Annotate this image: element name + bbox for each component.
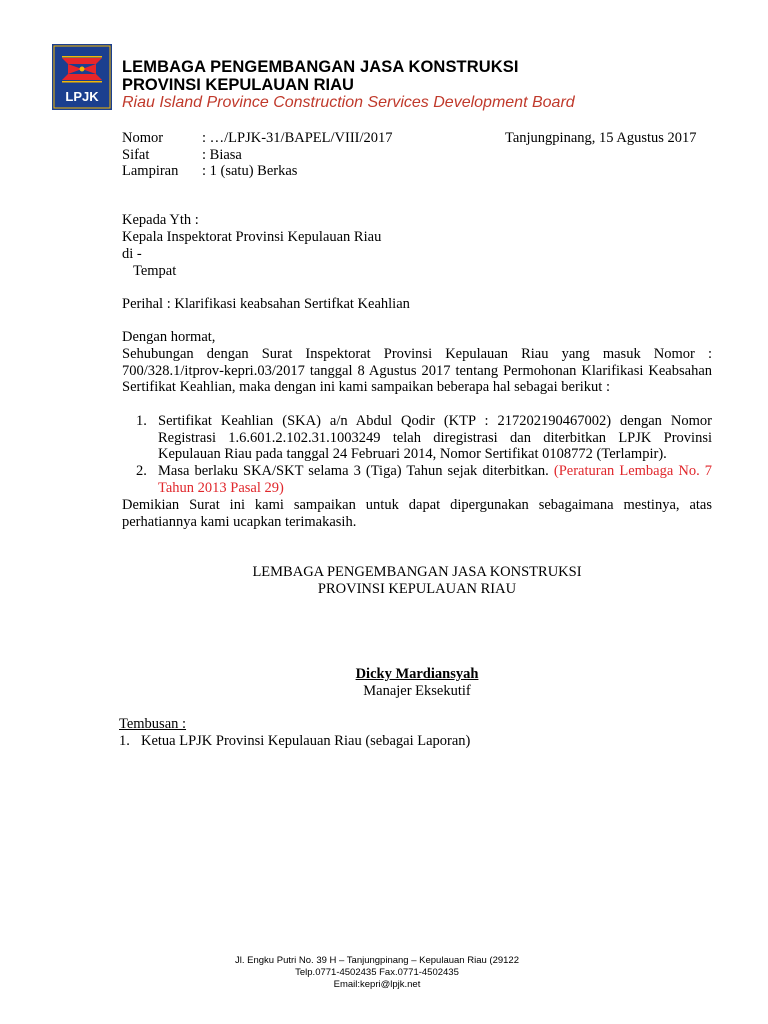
emblem-icon xyxy=(62,56,102,83)
cc-item-text: Ketua LPJK Provinsi Kepulauan Riau (sebagai Laporan) xyxy=(141,733,471,749)
logo-text: LPJK xyxy=(65,89,99,104)
footer-phone: Telp.0771-4502435 Fax.0771-4502435 xyxy=(295,967,459,978)
footer-email: Email:kepri@lpjk.net xyxy=(333,979,421,990)
nomor-label: Nomor xyxy=(122,130,164,146)
sifat-value: : Biasa xyxy=(202,147,242,163)
greeting: Dengan hormat, xyxy=(122,329,216,345)
org-name-line2: PROVINSI KEPULAUAN RIAU xyxy=(122,76,354,94)
sifat-label: Sifat xyxy=(122,147,150,163)
place-date: Tanjungpinang, 15 Agustus 2017 xyxy=(505,130,697,146)
recipient-tempat: Tempat xyxy=(133,263,177,279)
intro-paragraph: Sehubungan dengan Surat Inspektorat Provinsi Kepulauan Riau yang masuk Nomor : 700/328.1/itprov-kepri.03/2017 tanggal 8 Agustus 2017 tentang Permohonan Klarifikasi Keabsahan Sertifikat Keahlian, maka dengan ini kami sampaikan beberapa hal sebagai berikut : xyxy=(122,346,712,395)
signatory-name: Dicky Mardiansyah xyxy=(355,666,479,682)
cc-label: Tembusan : xyxy=(119,716,187,732)
regulation-reference: (Peraturan Lembaga No. 7 Tahun 2013 Pasal 29) xyxy=(158,463,713,496)
org-name-english: Riau Island Province Construction Services Development Board xyxy=(122,94,575,111)
list-item-number: 1. xyxy=(136,413,147,429)
org-name-line1: LEMBAGA PENGEMBANGAN JASA KONSTRUKSI xyxy=(122,58,519,76)
recipient-salutation: Kepada Yth : xyxy=(122,212,199,228)
signature-org-line2: PROVINSI KEPULAUAN RIAU xyxy=(317,581,517,597)
list-item-text: Sertifikat Keahlian (SKA) a/n Abdul Qodir (KTP : 217202190467002) dengan Nomor Registrasi 1.6.601.2.102.31.1003249 telah diregistrasi dan diterbitkan LPJK Provinsi Kepulauan Riau pada tanggal 24 Februari 2014, Nomor Sertifikat 0108772 (Terlampir). xyxy=(158,413,712,462)
lampiran-value: : 1 (satu) Berkas xyxy=(202,163,298,179)
lampiran-label: Lampiran xyxy=(122,163,179,179)
closing-paragraph: Demikian Surat ini kami sampaikan untuk dapat dipergunakan sebagaimana mestinya, atas perhatiannya kami ucapkan terimakasih. xyxy=(122,497,712,530)
nomor-value: : …/LPJK-31/BAPEL/VIII/2017 xyxy=(202,130,393,146)
list-item-text: Masa berlaku SKA/SKT selama 3 (Tiga) Tahun sejak diterbitkan. xyxy=(158,463,549,479)
list-item-number: 2. xyxy=(136,463,147,479)
subject-line: Perihal : Klarifikasi keabsahan Sertifkat Keahlian xyxy=(122,296,410,312)
recipient-name: Kepala Inspektorat Provinsi Kepulauan Riau xyxy=(122,229,382,245)
recipient-di: di - xyxy=(122,246,142,262)
cc-item-number: 1. xyxy=(119,733,130,749)
footer-address: Jl. Engku Putri No. 39 H – Tanjungpinang – Kepulauan Riau (29122 xyxy=(235,955,519,966)
list-item-text-wrap xyxy=(158,463,712,496)
signatory-title: Manajer Eksekutif xyxy=(363,683,471,699)
lpjk-logo xyxy=(52,44,112,110)
signature-org-line1: LEMBAGA PENGEMBANGAN JASA KONSTRUKSI xyxy=(252,564,582,580)
